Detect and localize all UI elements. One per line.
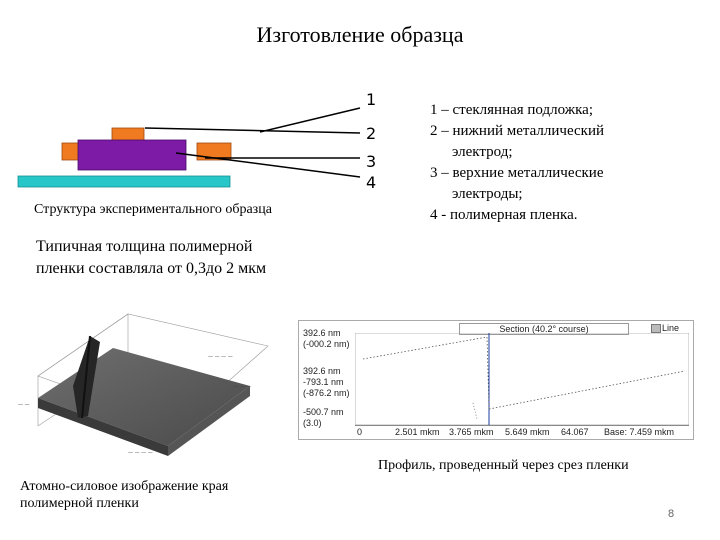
legend-item: 1 – стеклянная подложка;: [430, 102, 593, 118]
profile-caption: Профиль, проведенный через срез пленки: [378, 458, 629, 473]
thickness-note: [36, 236, 336, 280]
x-label: 64.067: [561, 427, 589, 437]
page-number: 8: [668, 508, 675, 520]
profile-header: Section (40.2° course): [459, 323, 629, 335]
legend-swatch: [651, 324, 661, 333]
y-label: (-000.2 nm): [303, 339, 350, 349]
x-axis-line: [355, 425, 689, 426]
glass-substrate: [18, 176, 230, 187]
bottom-electrode: [62, 143, 80, 160]
x-label: Base: 7.459 mkm: [604, 427, 675, 437]
y-label: (-876.2 nm): [303, 388, 350, 398]
y-label: -793.1 nm: [303, 377, 344, 387]
label-4: 4: [366, 173, 377, 192]
y-label: 392.6 nm: [303, 328, 341, 338]
svg-text:— —: — —: [18, 402, 30, 408]
legend-item: 3 – верхние металлические: [430, 165, 604, 181]
afm-caption: [20, 478, 280, 512]
thickness-line: пленки составляла от 0,3до 2 мкм: [36, 260, 267, 277]
label-3: 3: [366, 152, 377, 171]
profile-plot: [355, 333, 689, 425]
y-label: (3.0): [303, 418, 322, 428]
svg-text:— — — —: — — — —: [128, 450, 153, 456]
legend-list: [430, 100, 690, 226]
y-label: 392.6 nm: [303, 366, 341, 376]
profile-panel: [298, 320, 694, 440]
afm-caption-line: полимерной пленки: [20, 496, 139, 511]
y-label: -500.7 nm: [303, 407, 344, 417]
polymer-film: [78, 140, 186, 170]
label-1: 1: [366, 90, 377, 109]
label-2: 2: [366, 124, 377, 143]
svg-text:— — — —: — — — —: [208, 354, 233, 360]
legend-item: 4 - полимерная пленка.: [430, 207, 578, 223]
x-label: 0: [357, 427, 363, 437]
x-label: 2.501 mkm: [395, 427, 440, 437]
afm-caption-line: Атомно-силовое изображение края: [20, 479, 229, 494]
x-label: 5.649 mkm: [505, 427, 550, 437]
thickness-line: Типичная толщина полимерной: [36, 238, 253, 255]
legend-item: электрод;: [452, 144, 513, 160]
legend-item: электроды;: [452, 186, 523, 202]
structure-caption: Структура экспериментального образца: [34, 202, 272, 217]
afm-image: [18, 306, 288, 466]
legend-item: 2 – нижний металлический: [430, 123, 605, 139]
slide-title: Изготовление образца: [256, 22, 464, 47]
x-label: 3.765 mkm: [449, 427, 494, 437]
svg-text:— — —: — — —: [233, 384, 252, 390]
legend-line-label: Line: [662, 323, 680, 333]
